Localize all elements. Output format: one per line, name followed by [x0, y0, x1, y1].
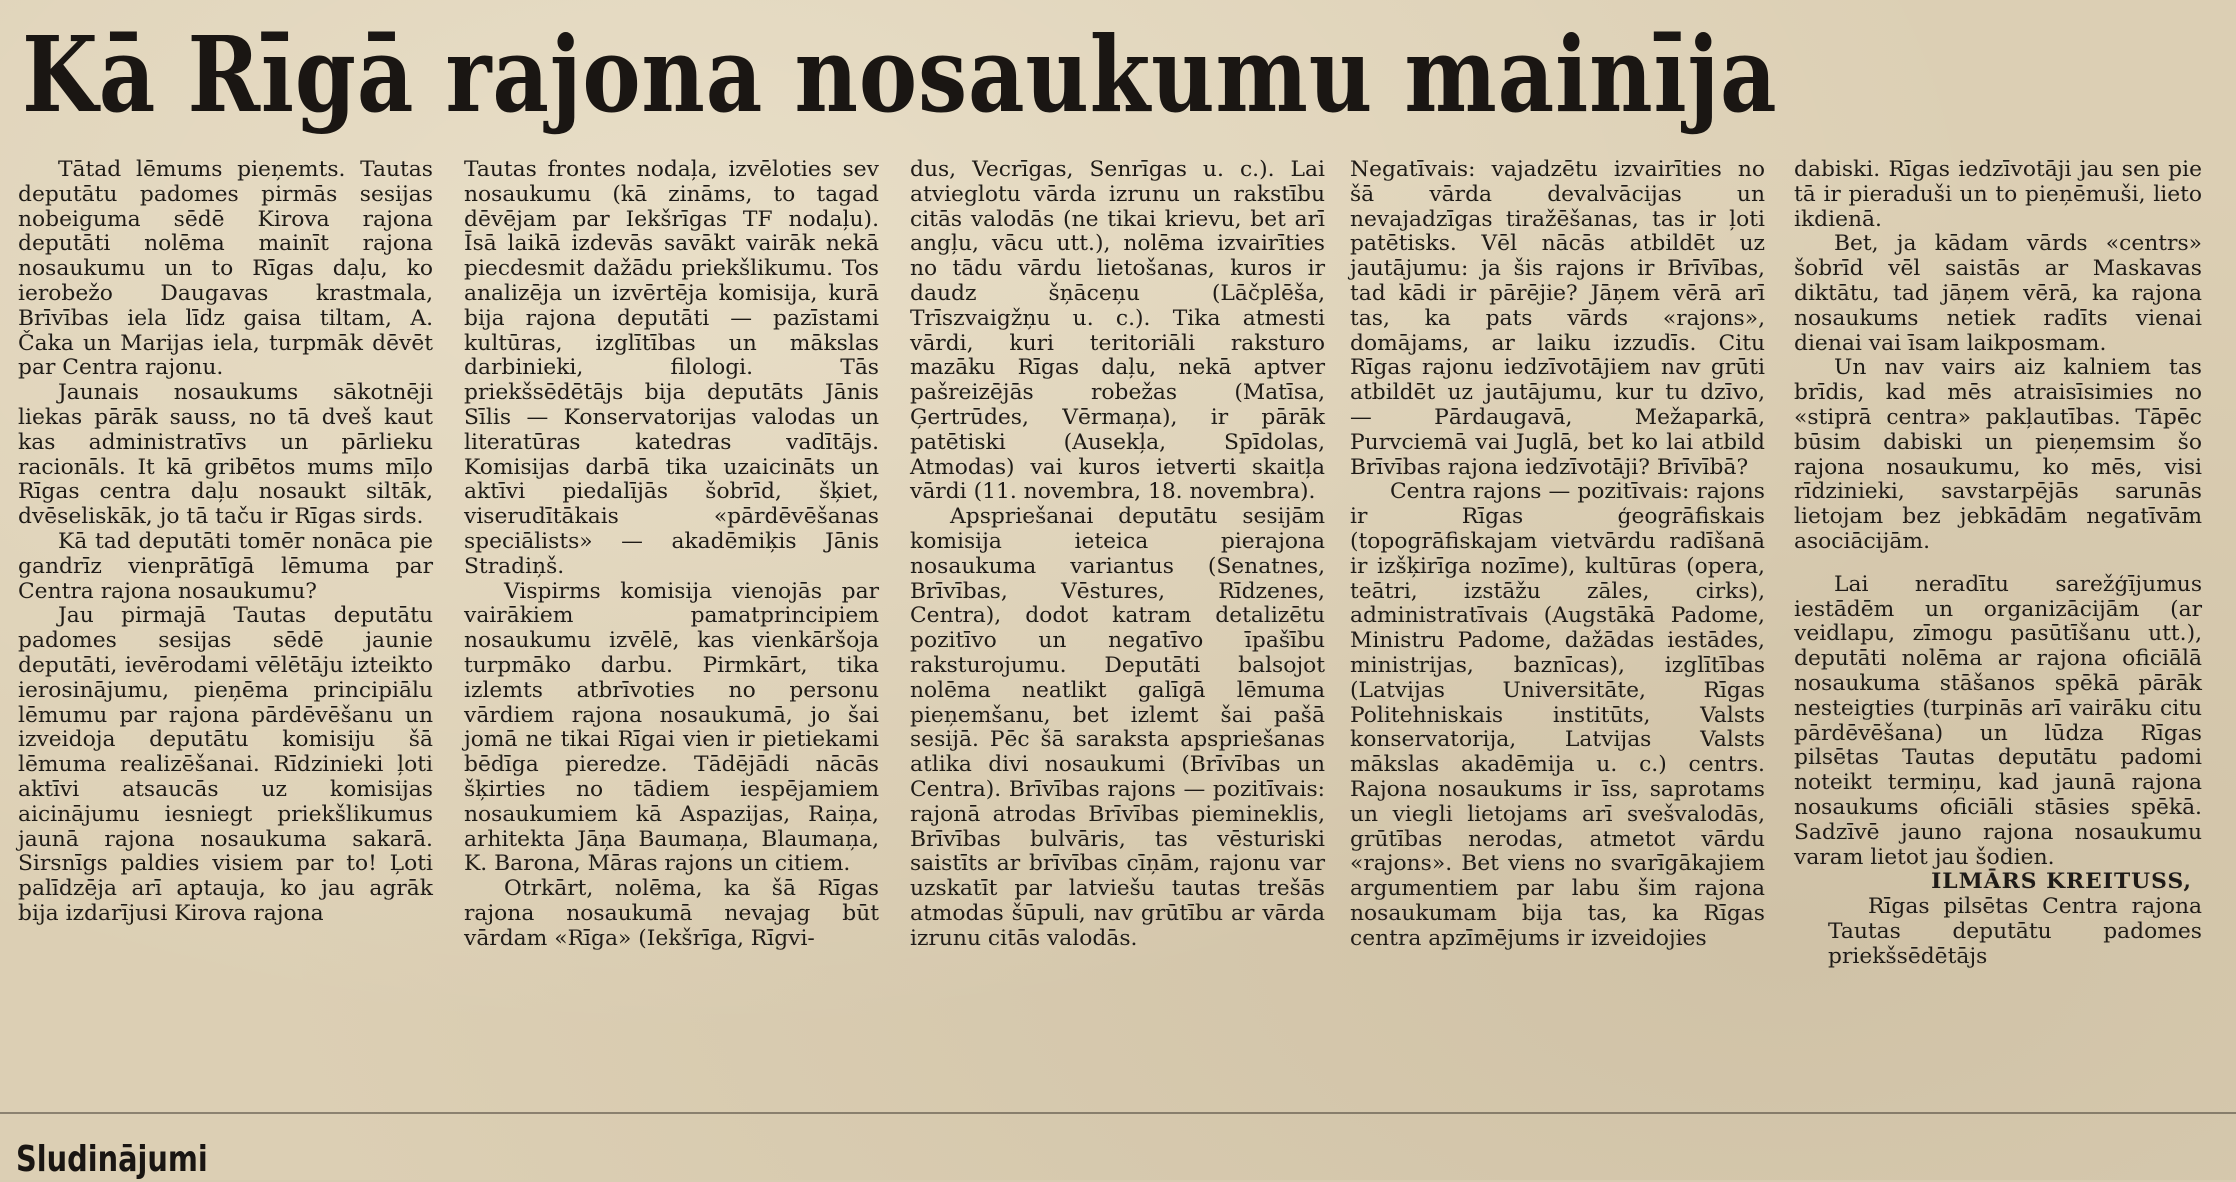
paragraph: Vispirms komisija vienojās par vairākiem pamatprincipiem nosaukumu izvēlē, kas vienkāršoja turpmāko darbu. Pirmkārt, tika izlemts atbrīvoties no personu vārdiem rajona nosaukumā, jo šai jomā ne tikai Rīgai vien ir pietiekami bēdīga pieredze. Tādējādi nācās šķirties no tādiem iespējamiem nosaukumiem kā Aspazijas, Raiņa, arhitekta Jāņa Baumaņa, Blaumaņa, K. Barona, Māras rajons un citiem. — [464, 578, 879, 877]
paragraph: dabiski. Rīgas iedzīvotāji jau sen pie tā ir pieraduši un to pieņēmuši, lieto ikdienā. — [1794, 157, 2202, 232]
paragraph: Kā tad deputāti tomēr nonāca pie gandrīz vienprātīgā lēmuma par Centra rajona nosaukumu? — [18, 528, 433, 604]
paragraph: Tātad lēmums pieņemts. Tautas deputātu padomes pirmās sesijas nobeiguma sēdē Kirova rajona deputāti nolēma mainīt rajona nosaukumu un to Rīgas daļu, ko ierobežo Daugavas krastmala, Brīvības iela līdz gaisa tiltam, A. Čaka un Marijas iela, turpmāk dēvēt par Centra rajonu. — [18, 157, 433, 381]
paragraph: Lai neradītu sarežģījumus iestādēm un organizācijām (ar veidlapu, zīmogu pasūtīšanu utt.), deputāti nolēma ar rajona oficiālā nosaukuma stāšanos spēkā pārāk nesteigties (turpinās arī vairāku citu pārdēvēšana) un lūdza Rīgas pilsētas Tautas deputātu padomi noteikt termiņu, kad jaunā rajona nosaukums oficiāli stāsies spēkā. Sadzīvē jauno rajona nosaukumu varam lietot jau šodien. — [1794, 571, 2202, 870]
author-title: Rīgas pilsētas Centra rajona Tautas deputātu padomes priekšsēdētājs — [1828, 894, 2202, 969]
paragraph: Jaunais nosaukums sākotnēji liekas pārāk sauss, no tā dveš kaut kas administratīvs un pārlieku racionāls. It kā gribētos mums mīļo Rīgas centra daļu nosaukt siltāk, dvēseliskāk, jo tā taču ir Rīgas sirds. — [18, 380, 433, 530]
author-name: ILMĀRS KREITUSS, — [1931, 869, 2192, 895]
paragraph: Tautas frontes nodaļa, izvēloties sev nosaukumu (kā zināms, to tagad dēvējam par Iekšrīgas TF nodaļu). Īsā laikā izdevās savākt vairāk nekā piecdesmit dažādu priekšlikumu. Tos analizēja un izvērtēja komisija, kurā bija rajona deputāti — pazīstami kultūras, izglītības un mākslas darbinieki, filologi. Tās priekšsēdētājs bija deputāts Jānis Sīlis — Konservatorijas valodas un literatūras katedras vadītājs. Komisijas darbā tika uzaicināts un aktīvi piedalījās šobrīd, šķiet, viserudītākais «pārdēvēšanas speciālists» — akadēmiķis Jānis Stradiņš. — [464, 157, 879, 579]
section-heading: Sludinājumi — [16, 1139, 208, 1180]
paragraph: Bet, ja kādam vārds «centrs» šobrīd vēl saistās ar Maskavas diktātu, tad jāņem vērā, ka rajona nosaukums netiek radīts vienai dienai vai īsam laikposmam. — [1794, 231, 2202, 356]
paragraph: dus, Vecrīgas, Senrīgas u. c.). Lai atvieglotu vārda izrunu un rakstību citās valodās (ne tikai krievu, bet arī angļu, vācu utt.), nolēma izvairīties no tādu vārdu lietošanas, kuros ir daudz šņāceņu (Lāčplēša, Trīszvaigžņu u. c.). Tika atmesti vārdi, kuri teritoriāli raksturo mazāku Rīgas daļu, nekā aptver pašreizējās robežas (Matīsa, Ģertrūdes, Vērmaņa), ir pārāk patētiski (Ausekļa, Spīdolas, Atmodas) vai kuros ietverti skaitļa vārdi (11. novembra, 18. novembra). — [910, 157, 1325, 505]
section-divider — [0, 1112, 2236, 1114]
article-column-3 — [910, 158, 1325, 952]
article-column-2 — [464, 158, 879, 952]
article-headline: Kā Rīgā rajona nosaukumu mainīja — [22, 13, 1778, 136]
paragraph: Centra rajons — pozitīvais: rajons ir Rīgas ģeogrāfiskais (topogrāfiskajam vietvārdu radīšanā ir izšķirīga nozīme), kultūras (opera, teātri, izstāžu zāles, cirks), administratīvais (Augstākā Padome, Ministru Padome, dažādas iestādes, ministrijas, baznīcas), izglītības (Latvijas Universitāte, Rīgas Politehniskais institūts, Valsts konservatorija, Latvijas Valsts mākslas akadēmija u. c.) centrs. Rajona nosaukums ir īss, saprotams un viegli lietojams arī svešvalodās, grūtības nerodas, atmetot vārdu «rajons». Bet viens no svarīgākajiem argumentiem par labu šim rajona nosaukumam bija tas, ka Rīgas centra apzīmējums ir izveidojies — [1350, 479, 1765, 951]
article-column-5 — [1794, 158, 2202, 970]
paragraph: Otrkārt, nolēma, ka šā Rīgas rajona nosaukumā nevajag būt vārdam «Rīga» (Iekšrīga, Rīgvi- — [464, 876, 879, 951]
article-column-1 — [18, 158, 433, 927]
paragraph: Negatīvais: vajadzētu izvairīties no šā vārda devalvācijas un nevajadzīgas tiražēšanas, tas ir ļoti patētisks. Vēl nācās atbildēt uz jautājumu: ja šis rajons ir Brīvības, tad kādi ir pārējie? Jāņem vērā arī tas, ka pats vārds «rajons», domājams, ar laiku izzudīs. Citu Rīgas rajonu iedzīvotājiem nav grūti atbildēt uz jautājumu, kur tu dzīvo, — Pārdaugavā, Mežaparkā, Purvciemā vai Juglā, bet ko lai atbild Brīvības rajona iedzīvotāji? Brīvībā? — [1350, 157, 1765, 480]
paragraph: Jau pirmajā Tautas deputātu padomes sesijas sēdē jaunie deputāti, ievērodami vēlētāju izteikto ierosinājumu, pieņēma principiālu lēmumu par rajona pārdēvēšanu un izveidoja deputātu komisiju šā lēmuma realizēšanai. Rīdzinieki ļoti aktīvi atsaucās uz komisijas aicinājumu iesniegt priekšlikumus jaunā rajona nosaukuma sakarā. Sirsnīgs paldies visiem par to! Ļoti palīdzēja arī aptauja, ko jau agrāk bija izdarījusi Kirova rajona — [18, 603, 433, 926]
paragraph: Apspriešanai deputātu sesijām komisija ieteica pierajona nosaukuma variantus (Senatnes, Brīvības, Vēstures, Rīdzenes, Centra), dodot katram detalizētu pozitīvo un negatīvo īpašību raksturojumu. Deputāti balsojot nolēma neatlikt galīgā lēmuma pieņemšanu, bet izlemt šai pašā sesijā. Pēc šā saraksta apspriešanas atlika divi nosaukumi (Brīvības un Centra). Brīvības rajons — pozitīvais: rajonā atrodas Brīvības piemineklis, Brīvības bulvāris, tas vēsturiski saistīts ar brīvības cīņām, rajonu var uzskatīt par latviešu tautas trešās atmodas šūpuli, nav grūtību ar vārda izrunu citās valodās. — [910, 504, 1325, 951]
article-column-4 — [1350, 158, 1765, 952]
paragraph: Un nav vairs aiz kalniem tas brīdis, kad mēs atraisīsimies no «stiprā centra» pakļautības. Tāpēc būsim dabiski un pieņemsim šo rajona nosaukumu, ko mēs, visi rīdzinieki, savstarpējās sarunās lietojam bez jebkādām negatīvām asociācijām. — [1794, 355, 2202, 554]
